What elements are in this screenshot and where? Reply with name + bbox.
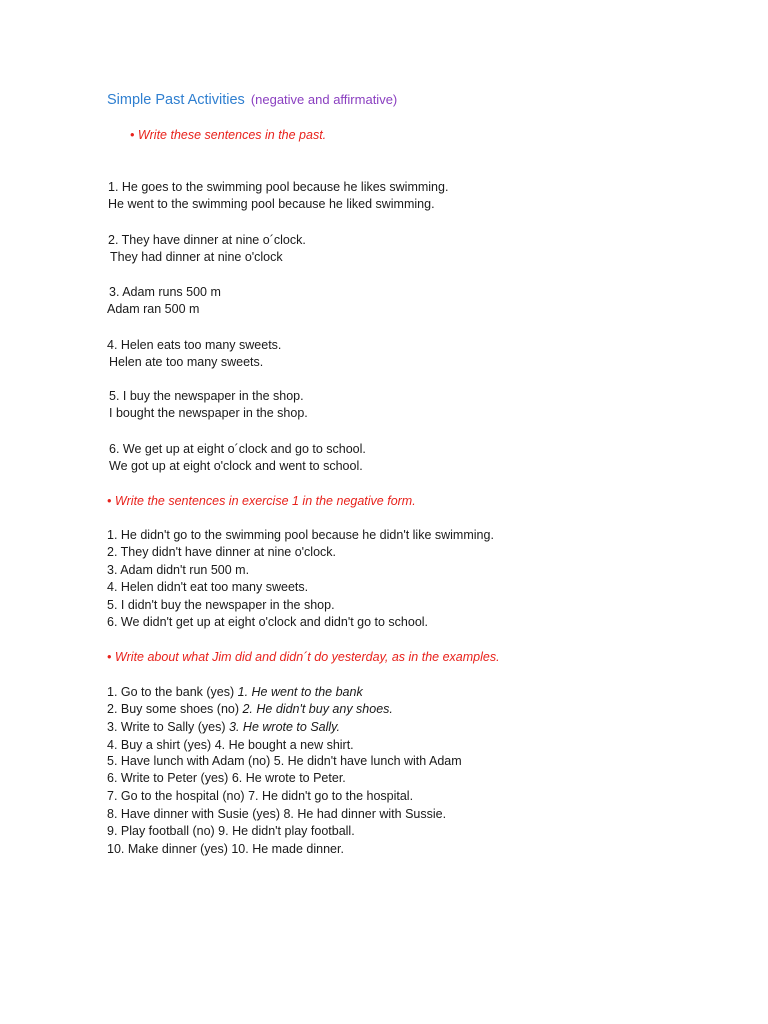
s3-prompt-5: 5. Have lunch with Adam (no)	[107, 754, 274, 768]
s3-prompt-7: 7. Go to the hospital (no)	[107, 789, 249, 803]
s1-answer-3: Adam ran 500 m	[107, 302, 200, 316]
s1-question-4: 4. Helen eats too many sweets.	[107, 338, 282, 352]
s1-answer-2: They had dinner at nine o'clock	[110, 250, 283, 264]
s3-item-7	[107, 789, 413, 804]
s3-prompt-10: 10. Make dinner (yes)	[107, 842, 232, 856]
s2-sentence-5: 5. I didn't buy the newspaper in the shop.	[107, 598, 335, 612]
s3-answer-10: 10. He made dinner.	[231, 842, 344, 856]
s3-answer-7: 7. He didn't go to the hospital.	[248, 789, 414, 803]
s3-answer-3: 3. He wrote to Sally.	[229, 720, 340, 734]
s1-question-3: 3. Adam runs 500 m	[109, 285, 221, 299]
s3-answer-8: 8. He had dinner with Sussie.	[283, 807, 447, 821]
s3-item-10	[107, 842, 344, 857]
s3-prompt-1: 1. Go to the bank (yes)	[107, 685, 238, 699]
s3-answer-2: 2. He didn't buy any shoes.	[242, 702, 393, 716]
s3-item-4	[107, 738, 354, 753]
s1-answer-1: He went to the swimming pool because he liked swimming.	[108, 197, 435, 211]
s2-sentence-4: 4. Helen didn't eat too many sweets.	[107, 580, 309, 594]
s2-sentence-6: 6. We didn't get up at eight o'clock and didn't go to school.	[107, 615, 429, 629]
s3-answer-1: 1. He went to the bank	[237, 685, 363, 699]
s3-prompt-8: 8. Have dinner with Susie (yes)	[107, 807, 284, 821]
s1-question-5: 5. I buy the newspaper in the shop.	[109, 389, 304, 403]
section2-instruction: • Write the sentences in exercise 1 in the negative form.	[107, 494, 416, 508]
s3-prompt-3: 3. Write to Sally (yes)	[107, 720, 230, 734]
s3-answer-4: 4. He bought a new shirt.	[214, 738, 354, 752]
s1-question-6: 6. We get up at eight o´clock and go to school.	[109, 442, 366, 456]
s2-sentence-3: 3. Adam didn't run 500 m.	[107, 563, 250, 577]
s3-answer-5: 5. He didn't have lunch with Adam	[273, 754, 462, 768]
page-title: Simple Past Activities	[107, 92, 245, 108]
s1-answer-4: Helen ate too many sweets.	[109, 355, 264, 369]
s3-item-2	[107, 702, 393, 717]
s3-prompt-4: 4. Buy a shirt (yes)	[107, 738, 215, 752]
s3-item-5	[107, 754, 462, 769]
page-subtitle: (negative and affirmative)	[250, 92, 398, 107]
s3-item-1	[107, 685, 363, 700]
s3-item-8	[107, 807, 446, 822]
s1-answer-5: I bought the newspaper in the shop.	[109, 406, 308, 420]
section1-instruction: • Write these sentences in the past.	[130, 128, 327, 142]
s3-item-6	[107, 771, 346, 786]
s1-answer-6: We got up at eight o'clock and went to school.	[109, 459, 363, 473]
s3-prompt-2: 2. Buy some shoes (no)	[107, 702, 243, 716]
s3-answer-9: 9. He didn't play football.	[218, 824, 355, 838]
section3-instruction: • Write about what Jim did and didn´t do yesterday, as in the examples.	[107, 650, 500, 664]
s3-prompt-9: 9. Play football (no)	[107, 824, 219, 838]
s2-sentence-1: 1. He didn't go to the swimming pool because he didn't like swimming.	[107, 528, 494, 542]
s2-sentence-2: 2. They didn't have dinner at nine o'clock.	[107, 545, 336, 559]
s3-item-9	[107, 824, 355, 839]
s1-question-1: 1. He goes to the swimming pool because he likes swimming.	[108, 180, 449, 194]
title-line	[107, 91, 397, 109]
s3-item-3	[107, 720, 340, 735]
s1-question-2: 2. They have dinner at nine o´clock.	[108, 233, 306, 247]
s3-prompt-6: 6. Write to Peter (yes)	[107, 771, 232, 785]
s3-answer-6: 6. He wrote to Peter.	[231, 771, 346, 785]
